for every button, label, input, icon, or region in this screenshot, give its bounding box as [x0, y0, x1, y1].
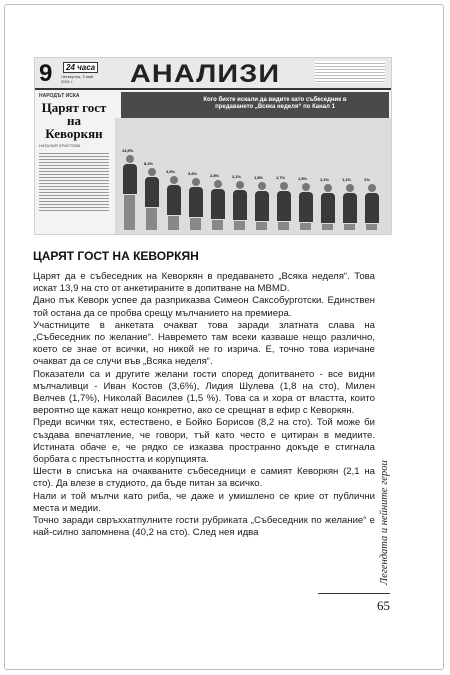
- clipping-banner-text: Кого бихте искали да видите като събеседник в предаването „Всяка неделя“ по Канал 1: [203, 97, 347, 110]
- clipping-logo: 24 часа: [63, 62, 98, 73]
- ranking-bar: [234, 221, 245, 230]
- person-figure: [167, 176, 181, 215]
- person-figure: [211, 180, 225, 219]
- person-figure: [365, 184, 379, 223]
- ranking-bar: [344, 224, 355, 230]
- person-figure: [123, 155, 137, 194]
- article-paragraph: Царят да е събеседник на Кеворкян в предаването „Всяка неделя“. Това искат 13,9 на сто от анкетираните в допитване на MBMD.: [33, 271, 375, 295]
- clipping-banner: [121, 92, 389, 118]
- person-figure: [321, 184, 335, 223]
- clipping-kicker: НАРОДЪТ ИСКА: [39, 93, 80, 99]
- article-paragraph: Показатели са и другите желани гости според допитването - все видни мълчаливци - Иван Костов (3,6%), Лидия Шулева (1,8 на сто), Милен Велчев (1,7%), Николай Василев (1,5 %). Това са и хора от властта, които вероятно ще кажат нещо конкретно, ако се срещнат в ефир с Кеворкян.: [33, 368, 375, 417]
- ranking-bar: [366, 224, 377, 230]
- percentage-label: 1,1%: [320, 176, 330, 182]
- ranking-bar: [278, 222, 289, 230]
- article-paragraph: Точно заради свръххатпулните гости рубриката „Събеседник по желание“ е най-силно запомнена (40,2 на сто). След нея идва: [33, 515, 375, 539]
- percentage-label: 4,6%: [166, 168, 176, 174]
- percentage-label: 1,1%: [342, 176, 352, 182]
- ranking-bar: [190, 218, 201, 230]
- article-paragraph: Дано пък Кеворк успее да разприказва Симеон Саксобурготски. Единствен той остана да се пробва срещу мълчанието на премиера.: [33, 295, 375, 319]
- ranking-bar: [256, 222, 267, 230]
- clipping-date: Четвъртък, 3 май 2001 г.: [61, 74, 94, 84]
- footer-rule: [318, 593, 390, 594]
- article-heading: ЦАРЯТ ГОСТ НА КЕВОРКЯН: [33, 249, 199, 263]
- clipping-rule: [35, 88, 391, 90]
- percentage-label: 1,8%: [254, 175, 264, 181]
- page-number: 65: [377, 598, 390, 613]
- ranking-bar: [168, 216, 179, 230]
- percentage-label: 1%: [364, 176, 370, 182]
- clipping-headline: Царят гост на Кеворкян: [41, 100, 107, 141]
- clipping-byline: НАТАЛИЯ ХРИСТОВА: [39, 143, 81, 148]
- ranking-bar: [124, 195, 135, 230]
- person-figure: [189, 178, 203, 217]
- newspaper-clipping: [34, 57, 392, 235]
- ranking-bar: [146, 208, 157, 230]
- side-running-title: Легендата и нейните герои: [379, 460, 390, 585]
- clipping-note-box: [315, 61, 385, 83]
- percentage-label: 13,9%: [122, 148, 134, 154]
- article-paragraph: Нали и той мълчи като риба, че даже и умишлено се крие от публични места и медии.: [33, 490, 375, 514]
- person-figure: [299, 183, 313, 222]
- ranking-bar: [300, 223, 311, 230]
- article-body: [33, 271, 375, 539]
- clipping-article-column: [39, 93, 109, 233]
- percentage-label: 2,1%: [232, 174, 242, 180]
- article-paragraph: Шести в списъка на очакваните събеседници е самият Кеворкян (2,1 на сто). Да влезе в студиото, да бъде питан за всичко.: [33, 466, 375, 490]
- clipping-header: [35, 58, 391, 88]
- clipping-page-number: 9: [39, 60, 53, 87]
- article-paragraph: Преди всички тях, естествено, е Бойко Борисов (8,2 на сто). Той може би създава впечатление, че говори, тъй като често е цитиран в медиите. Истината обаче е, че рядко се изказва пространно докъде е стигнала борбата с престъпността и корупцията.: [33, 417, 375, 466]
- clipping-photo-area: [115, 118, 391, 234]
- person-figure: [255, 182, 269, 221]
- person-figure: [233, 181, 247, 220]
- person-figure: [145, 168, 159, 207]
- percentage-label: 3,6%: [188, 171, 198, 177]
- percentage-label: 1,7%: [276, 175, 286, 181]
- clipping-section-title: АНАЛИЗИ: [130, 60, 281, 88]
- ranking-bar: [212, 220, 223, 230]
- ranking-bar: [322, 224, 333, 230]
- person-figure: [343, 184, 357, 223]
- person-figure: [277, 182, 291, 221]
- percentage-label: 2,8%: [210, 172, 220, 178]
- clipping-text-lines: [39, 151, 109, 211]
- percentage-label: 8,2%: [144, 160, 154, 166]
- article-paragraph: Участниците в анкетата очакват това заради златната слава на „Събеседник по желание“. Навремето там всеки казваше нещо различно, което се знае от всички, но никой не го изрича. Е, точно това изричане очакват да се случи във „Всяка неделя“.: [33, 319, 375, 368]
- percentage-label: 1,5%: [298, 175, 308, 181]
